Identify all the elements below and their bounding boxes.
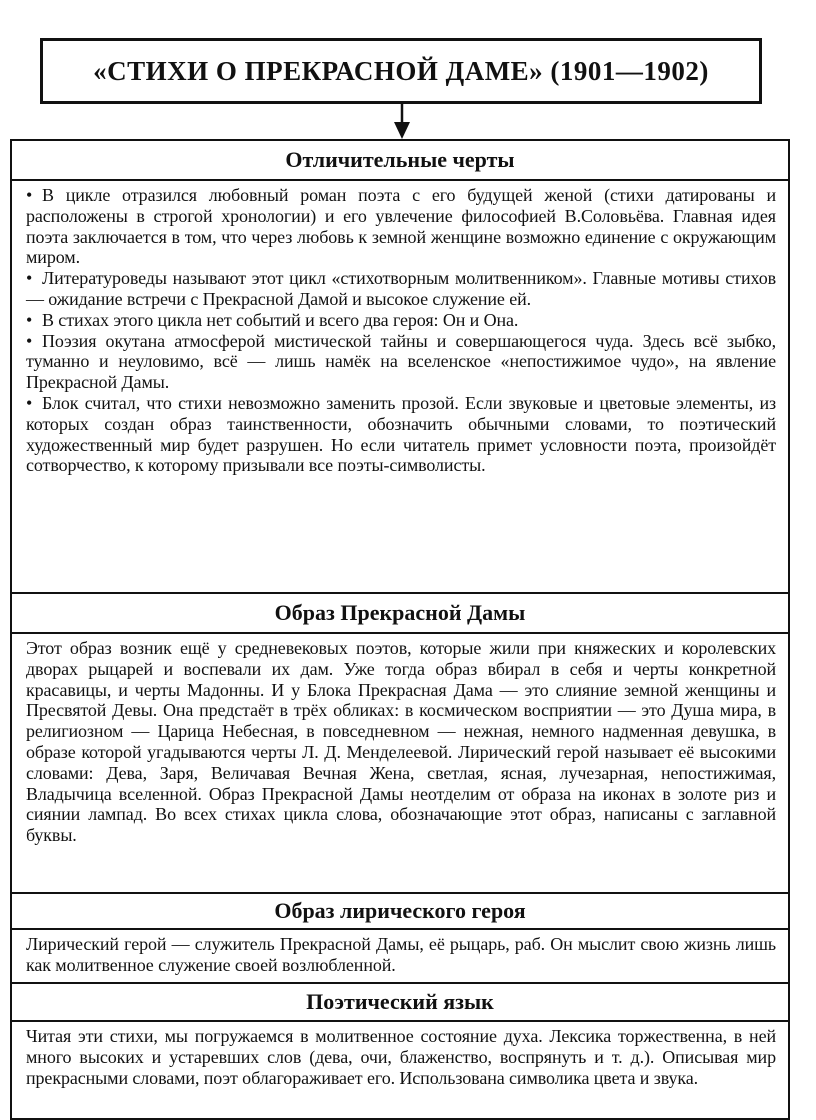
- section-heading-features: Отличительные черты: [12, 141, 788, 181]
- section-body-lady: Этот образ возник ещё у средневековых поэтов, которые жили при княжеских и королевских дворах рыцарей и воспевали их дам. Уже тогда образ вбирал в себя и черты конкретной красавицы, и черты Мадонны. И у Блока Прекрасная Дама — это слияние земной женщины и Пресвятой Девы. Она предстаёт в трёх обликах: в космическом восприятии — это Душа мира, в религиозном — Царица Небесная, в повседневном — нежная, немного надменная девушка, в образе которой угадываются черты Л. Д. Менделеевой. Лирический герой называет её высокими словами: Дева, Заря, Величавая Вечная Жена, светлая, ясная, лучезарная, непостижимая, Владычица вселенной. Образ Прекрасной Дамы неотделим от образа на иконах в золоте риз и сиянии лампад. Во всех стихах цикла слова, обозначающие этот образ, написаны с заглавной буквы.: [12, 634, 788, 894]
- section-body-hero: Лирический герой — служитель Прекрасной Дамы, её рыцарь, раб. Он мыслит свою жизнь лишь как молитвенное служение своей возлюбленной.: [12, 930, 788, 984]
- page-title: «СТИХИ О ПРЕКРАСНОЙ ДАМЕ» (1901—1902): [40, 38, 762, 104]
- info-table: [10, 139, 790, 1120]
- section-heading-hero: Образ лирического героя: [12, 894, 788, 930]
- bullet-icon: •: [26, 309, 33, 330]
- section-body-features: [12, 181, 788, 594]
- list-item-text: В стихах этого цикла нет событий и всего два героя: Он и Она.: [42, 309, 519, 330]
- list-item: [26, 268, 776, 310]
- list-item-text: В цикле отразился любовный роман поэта с его будущей женой (стихи датированы и расположены в строгой хронологии) и его увлечение философией В.Соловьёва. Главная идея поэта заключается в том, что через любовь к земной женщине возможно единение с окружающим миром.: [26, 185, 776, 268]
- section-heading-language: Поэтический язык: [12, 984, 788, 1022]
- section-body-language: Читая эти стихи, мы погружаемся в молитвенное состояние духа. Лексика торжественна, в ней много высоких и устаревших слов (дева, очи, блаженство, воспрянуть и т. д.). Описывая мир прекрасными словами, поэт облагораживает его. Использована символика цвета и звука.: [26, 1026, 776, 1088]
- bullet-icon: •: [26, 268, 33, 289]
- list-item-text: Литературоведы называют этот цикл «стихотворным молитвенником». Главные мотивы стихов — ожидание встречи с Прекрасной Дамой и высокое служение ей.: [26, 268, 776, 309]
- list-item-text: Поэзия окутана атмосферой мистической тайны и совершающегося чуда. Здесь всё зыбко, туманно и неуловимо, всё — лишь намёк на вселенское «непостижимое чудо», на явление Прекрасной Дамы.: [26, 330, 776, 393]
- bullet-icon: •: [26, 330, 33, 351]
- bullet-icon: •: [26, 185, 33, 205]
- list-item: [26, 393, 776, 476]
- list-item: [26, 310, 776, 331]
- down-arrow-icon: [390, 104, 414, 140]
- bullet-icon: •: [26, 392, 33, 413]
- section-heading-lady: Образ Прекрасной Дамы: [12, 594, 788, 634]
- list-item-text: Блок считал, что стихи невозможно заменить прозой. Если звуковые и цветовые элементы, из которых создан образ таинственности, обозначить обычными словами, то поэтический художественный мир будет разрушен. Но если читатель примет условности поэта, произойдёт сотворчество, к которому призывали все поэты-символисты.: [26, 392, 776, 476]
- list-item: [26, 185, 776, 268]
- list-item: [26, 331, 776, 393]
